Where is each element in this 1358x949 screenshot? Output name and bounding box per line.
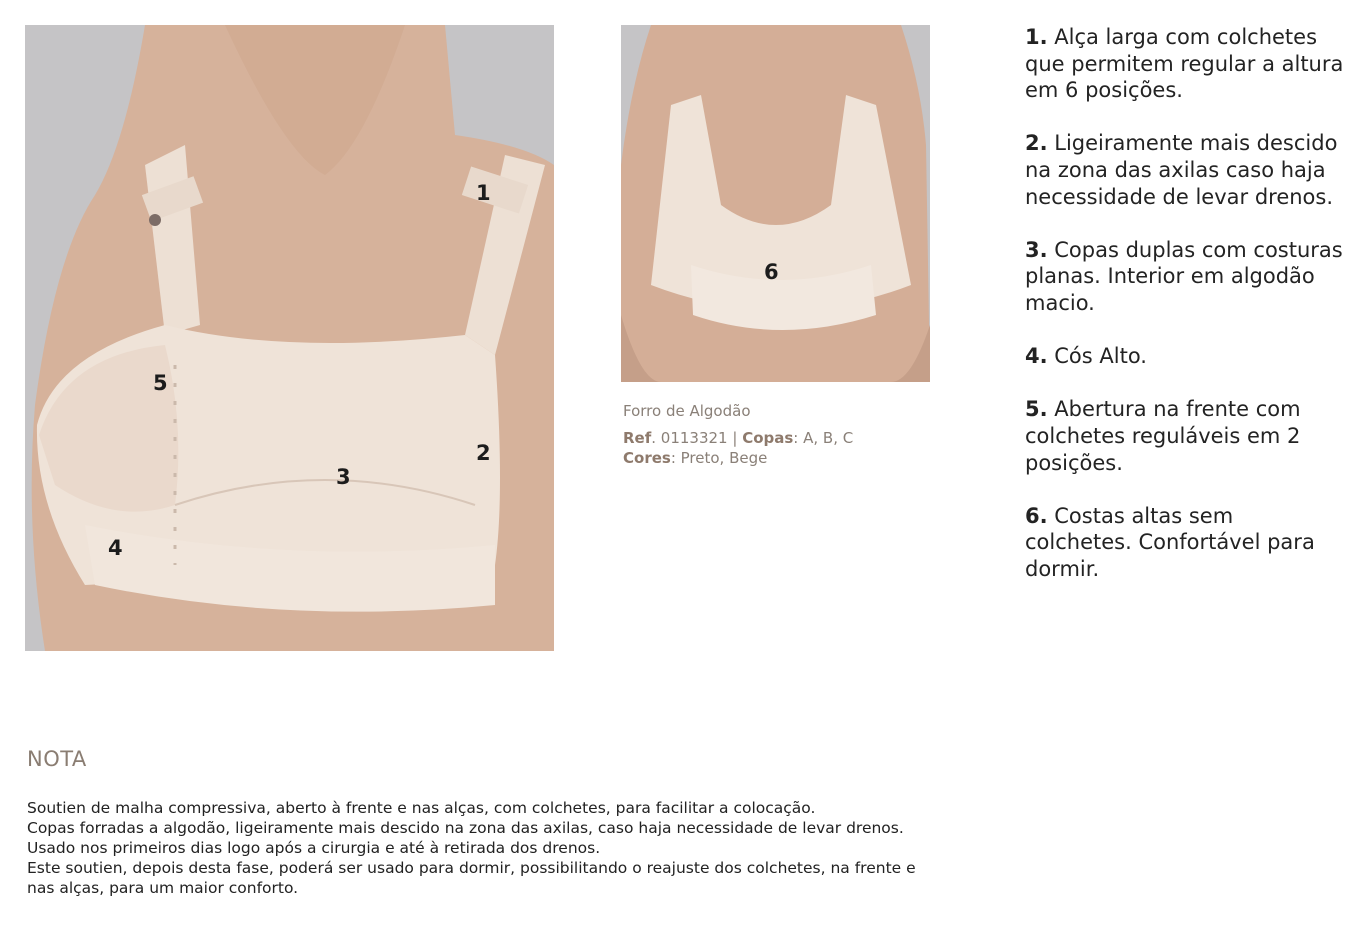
feature-item: [1025, 237, 1345, 317]
feature-number: 1.: [1025, 25, 1048, 49]
feature-item: [1025, 503, 1345, 583]
nota-body: [27, 798, 987, 898]
nota-line: nas alças, para um maior conforto.: [27, 879, 299, 897]
feature-number: 5.: [1025, 397, 1048, 422]
nota-line: Copas forradas a algodão, ligeiramente mais descido na zona das axilas, caso haja necessidade de levar drenos.: [27, 819, 904, 837]
feature-number: 3.: [1025, 237, 1048, 262]
marker-4: 4: [108, 536, 123, 560]
marker-2: 2: [476, 441, 491, 465]
feature-text: Ligeiramente mais descido na zona das axilas caso haja necessidade de levar drenos.: [1025, 131, 1338, 209]
copas-value: : A, B, C: [793, 429, 854, 447]
feature-number: 2.: [1025, 131, 1048, 156]
ref-label: Ref: [623, 429, 652, 447]
feature-number: 4.: [1025, 344, 1048, 369]
feature-text: Copas duplas com costuras planas. Interior em algodão macio.: [1025, 237, 1343, 315]
marker-3: 3: [336, 465, 351, 489]
feature-text: Alça larga com colchetes que permitem regular a altura em 6 posições.: [1025, 25, 1344, 103]
cores-line: [623, 448, 853, 468]
marker-5: 5: [153, 371, 168, 395]
nota-line: Usado nos primeiros dias logo após a cirurgia e até à retirada dos drenos.: [27, 839, 601, 857]
back-product-photo: [621, 25, 930, 382]
back-bra-illustration: [621, 25, 930, 382]
cores-label: Cores: [623, 449, 671, 467]
product-meta: [623, 401, 853, 468]
front-product-photo: [25, 25, 554, 651]
product-caption: Forro de Algodão: [623, 402, 751, 420]
feature-text: Cós Alto.: [1047, 344, 1147, 369]
cores-value: : Preto, Bege: [670, 449, 768, 467]
feature-number: 6.: [1025, 503, 1048, 528]
feature-item: [1025, 343, 1345, 370]
nota-line: Este soutien, depois desta fase, poderá ser usado para dormir, possibilitando o reajuste dos colchetes, na frente e: [27, 859, 916, 877]
feature-item: [1025, 130, 1345, 210]
nota-line: Soutien de malha compressiva, aberto à frente e nas alças, com colchetes, para facilitar a colocação.: [27, 799, 816, 817]
front-bra-illustration: [25, 25, 554, 651]
marker-1: 1: [476, 181, 491, 205]
feature-item: [1025, 24, 1345, 104]
feature-item: [1025, 396, 1345, 476]
marker-6: 6: [764, 260, 779, 284]
nota-title: NOTA: [27, 747, 87, 771]
features-list: [1025, 24, 1345, 609]
feature-text: Abertura na frente com colchetes reguláveis em 2 posições.: [1025, 397, 1301, 475]
copas-label: Copas: [742, 429, 794, 447]
ref-line: [623, 428, 853, 448]
ref-value: . 0113321 |: [651, 429, 743, 447]
feature-text: Costas altas sem colchetes. Confortável para dormir.: [1025, 503, 1315, 581]
